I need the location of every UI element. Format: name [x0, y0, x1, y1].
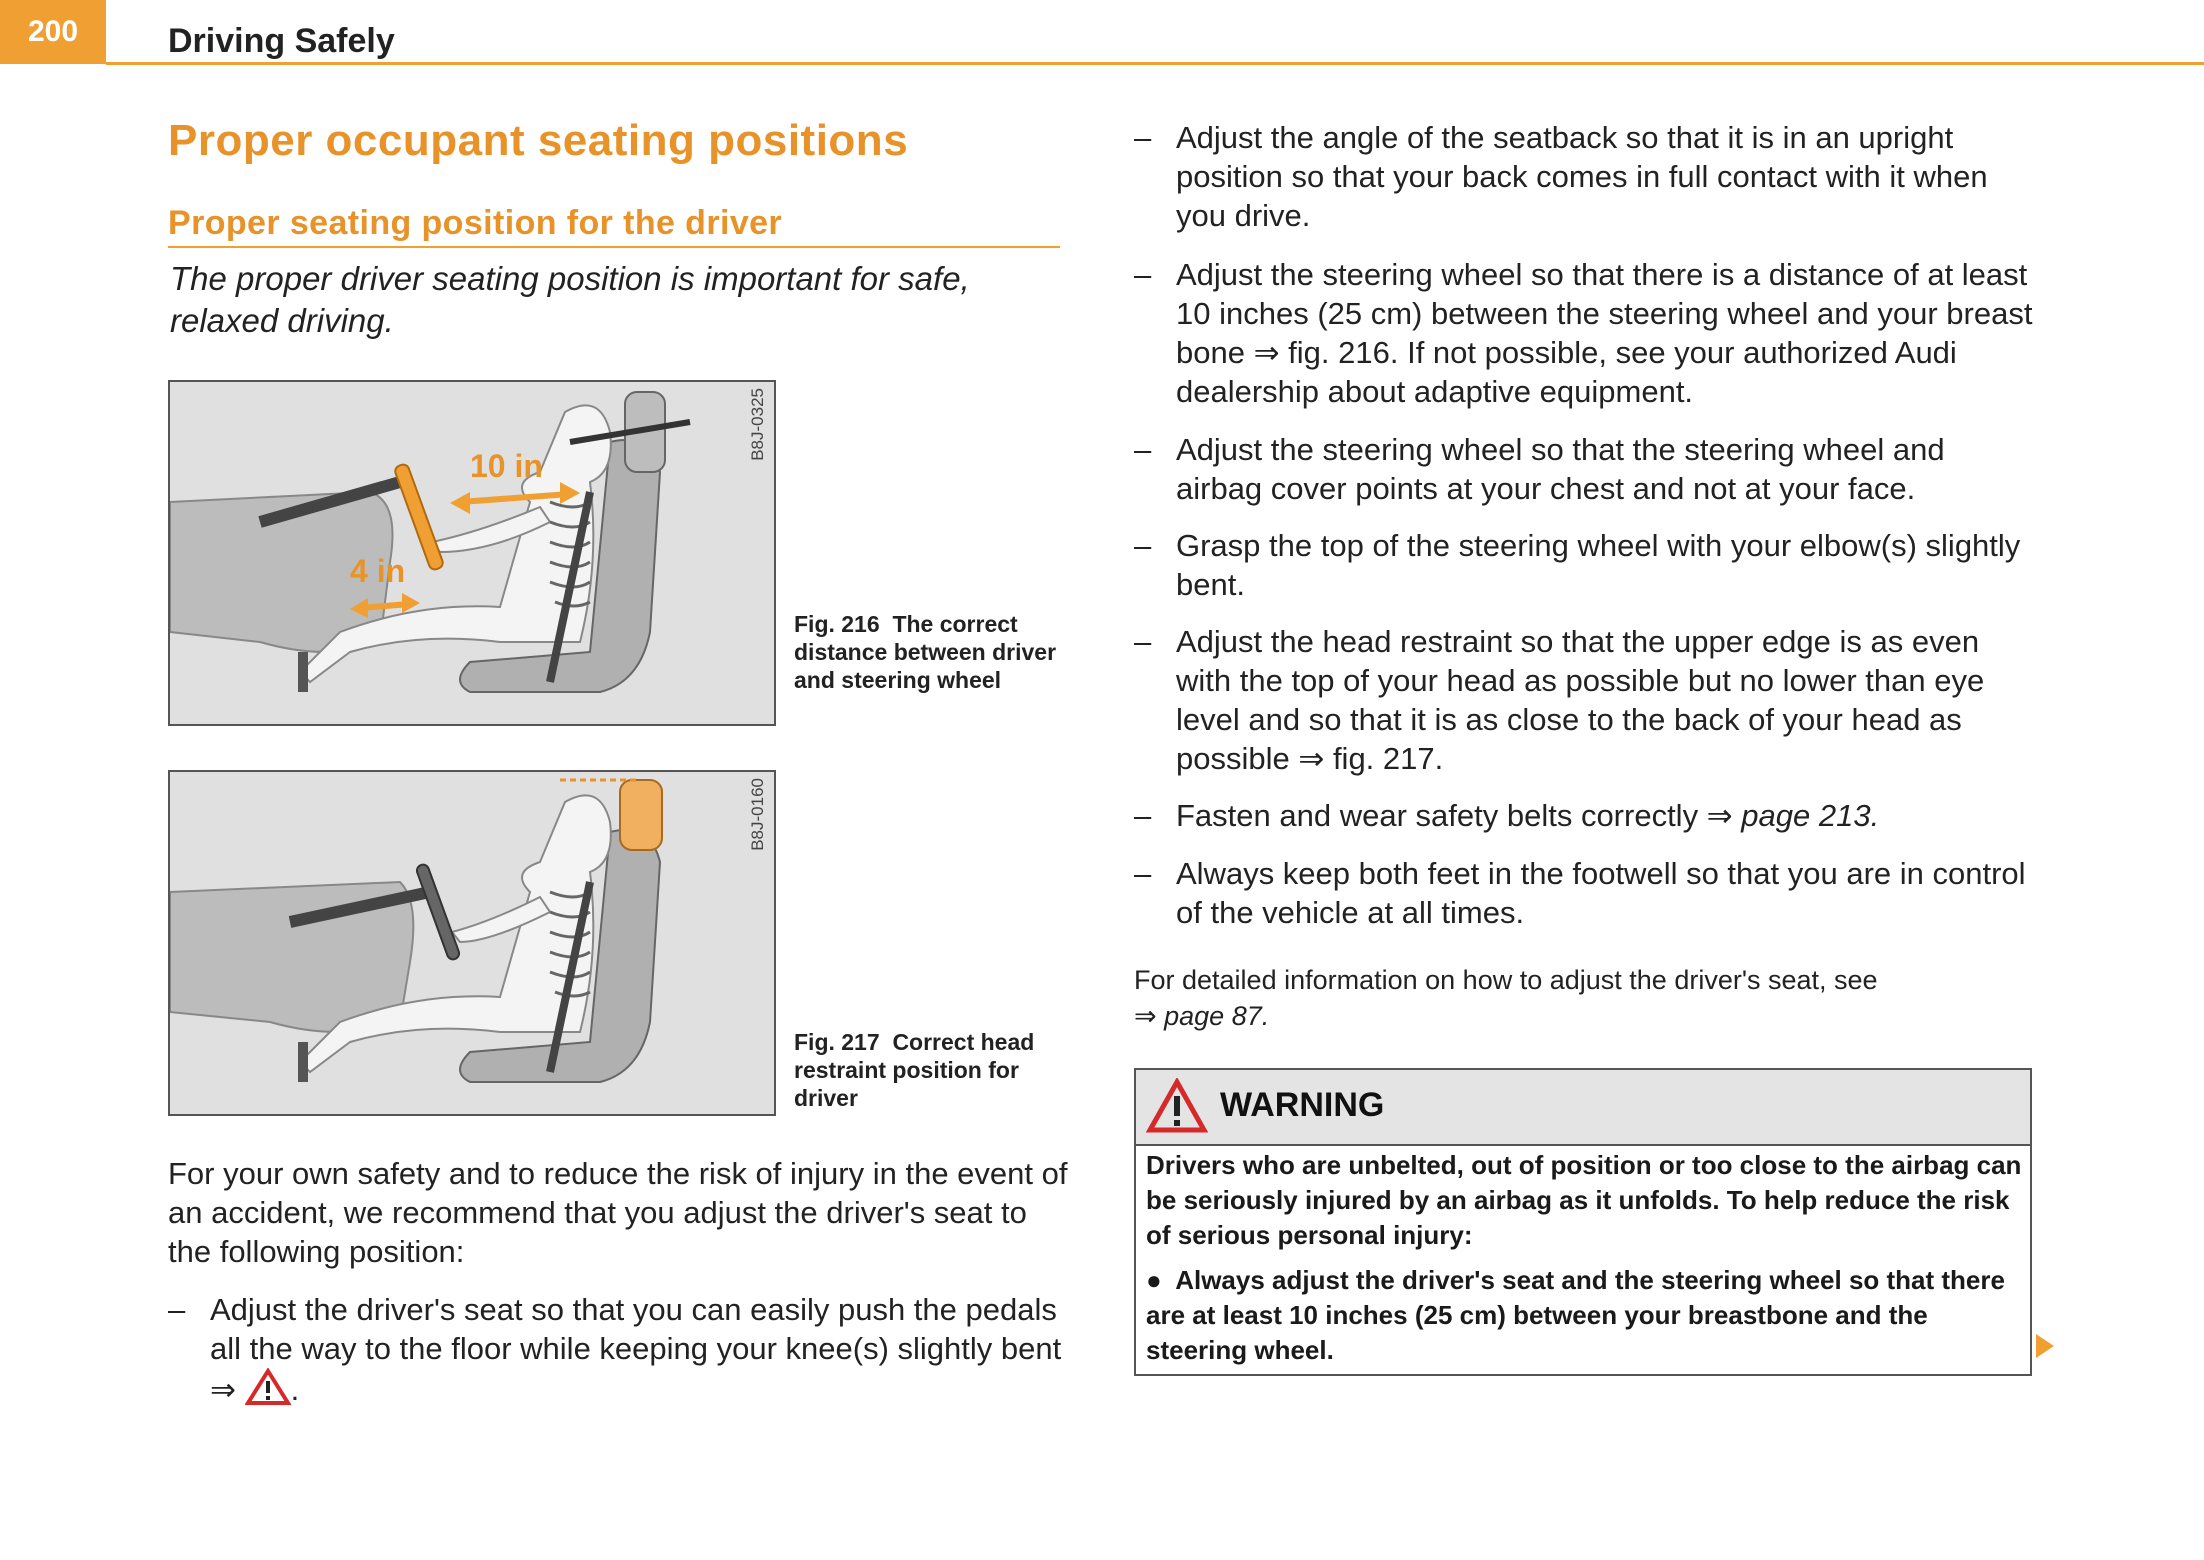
bullet-dot-icon: ●: [1146, 1265, 1162, 1295]
warning-intro: Drivers who are unbelted, out of position or too close to the airbag can be seriously injured by an airbag as it unfolds. To help reduce the risk of serious personal injury:: [1146, 1150, 2022, 1250]
label-4in: 4 in: [350, 553, 406, 589]
figure-code: B8J-0160: [748, 778, 767, 851]
list-item-text: Always keep both feet in the footwell so that you are in control of the vehicle at all times.: [1176, 856, 2026, 930]
page-number: 200: [0, 0, 106, 64]
continue-arrow-icon: [2034, 1332, 2056, 1360]
section-title: Driving Safely: [168, 22, 395, 60]
warning-reference-icon[interactable]: [245, 1368, 291, 1406]
label-10in: 10 in: [470, 448, 543, 484]
warning-body: [1146, 1148, 2024, 1368]
warning-box: [1134, 1068, 2032, 1376]
warning-header: [1136, 1070, 2030, 1146]
list-item-text: Fasten and wear safety belts correctly ⇒: [1176, 798, 1733, 833]
warning-triangle-icon: [1146, 1078, 1208, 1134]
figure-number: Fig. 217: [794, 1029, 880, 1055]
figure-216-caption: [794, 610, 1064, 694]
figure-217: [168, 770, 776, 1116]
figure-216: [168, 380, 776, 726]
page-title: Proper occupant seating positions: [168, 116, 909, 165]
page-reference-link[interactable]: page 213.: [1741, 798, 1880, 833]
detail-note: [1134, 962, 2034, 1034]
warning-bullet: [1146, 1263, 2024, 1368]
warning-label: WARNING: [1220, 1086, 1385, 1124]
page-reference-link[interactable]: ⇒ page 87.: [1134, 1001, 1270, 1031]
list-item-text: Adjust the steering wheel so that there is a distance of at least 10 inches (25 cm) between the steering wheel and your breast bone ⇒ fig. 216. If not possible, see your authorized Audi dealership about adaptive equipment.: [1176, 257, 2033, 409]
list-item: – Adjust the driver's seat so that you can easily push the pedals all the way to the floor while keeping your knee(s) slightly bent ⇒ .: [168, 1292, 1062, 1407]
head-restraint-illustration: [170, 772, 774, 1114]
subsection-title: Proper seating position for the driver: [168, 204, 783, 242]
detail-text: For detailed information on how to adjust the driver's seat, see: [1134, 965, 1878, 995]
list-item-text: Adjust the driver's seat so that you can easily push the pedals all the way to the floor while keeping your knee(s) slightly bent ⇒: [210, 1292, 1062, 1407]
list-item-text: Adjust the head restraint so that the upper edge is as even with the top of your head as possible but no lower than eye level and so that it is as close to the back of your head as possible ⇒ fig. 217.: [1176, 624, 1985, 776]
subsection-rule: [168, 246, 1060, 248]
intro-text: The proper driver seating position is important for safe, relaxed driving.: [170, 260, 970, 339]
header-rule: [106, 62, 2204, 65]
figure-code: B8J-0325: [748, 388, 767, 461]
driver-distance-illustration: [170, 382, 774, 724]
list-item-text: Adjust the angle of the seatback so that it is in an upright position so that your back comes in full contact with it when you drive.: [1176, 120, 1988, 233]
figure-caption-text: Correct head restraint position for driver: [794, 1029, 1035, 1111]
figure-217-caption: [794, 1028, 1064, 1112]
warning-bullet-text: Always adjust the driver's seat and the steering wheel so that there are at least 10 inches (25 cm) between your breastbone and the steering wheel.: [1146, 1265, 2005, 1365]
figure-caption-text: The correct distance between driver and steering wheel: [794, 611, 1057, 693]
body-paragraph: For your own safety and to reduce the risk of injury in the event of an accident, we recommend that you adjust the driver's seat to the following position:: [168, 1156, 1068, 1269]
list-item-text: Adjust the steering wheel so that the steering wheel and airbag cover points at your chest and not at your face.: [1176, 432, 1945, 506]
figure-number: Fig. 216: [794, 611, 880, 637]
page-header: [0, 0, 2204, 66]
list-item-text: Grasp the top of the steering wheel with your elbow(s) slightly bent.: [1176, 528, 2021, 602]
